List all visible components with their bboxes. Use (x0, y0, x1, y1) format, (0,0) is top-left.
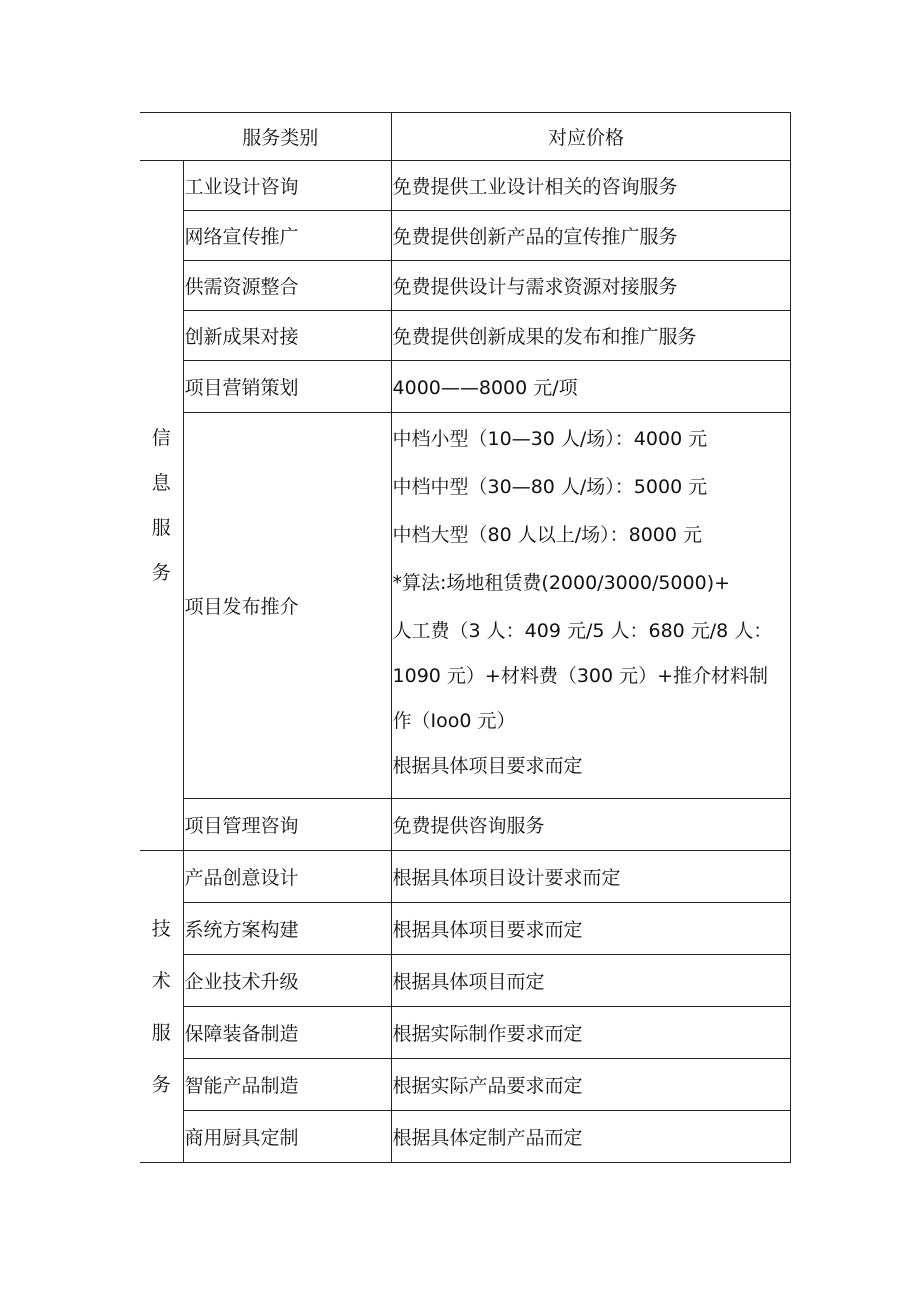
service-price: 根据具体定制产品而定 (391, 1111, 790, 1163)
service-price-table (140, 112, 791, 1163)
service-item: 产品创意设计 (183, 851, 391, 903)
service-item: 工业设计咨询 (183, 161, 391, 211)
table-row (140, 361, 790, 413)
table-row (140, 851, 790, 903)
table-row (140, 413, 790, 799)
table-row (140, 1007, 790, 1059)
price-line: 作（Ioo0 元） (392, 710, 516, 732)
price-line: 人工费（3 人：409 元/5 人：680 元/8 人： (392, 620, 773, 642)
service-item: 供需资源整合 (183, 261, 391, 311)
service-item: 项目管理咨询 (183, 799, 391, 851)
service-price: 根据具体项目而定 (391, 955, 790, 1007)
price-line: 根据具体项目要求而定 (392, 755, 583, 777)
service-item: 项目营销策划 (183, 361, 391, 413)
table-row (140, 955, 790, 1007)
price-line: 中档小型（10—30 人/场）：4000 元 (392, 428, 708, 450)
service-item: 创新成果对接 (183, 311, 391, 361)
service-item: 企业技术升级 (183, 955, 391, 1007)
service-item: 保障装备制造 (183, 1007, 391, 1059)
category-label: 技术服务 (151, 917, 171, 1096)
table-row (140, 211, 790, 261)
service-price: 4000——8000 元/项 (391, 361, 790, 413)
table-row (140, 1059, 790, 1111)
service-item: 商用厨具定制 (183, 1111, 391, 1163)
service-price: 根据实际产品要求而定 (391, 1059, 790, 1111)
table-row (140, 903, 790, 955)
service-price: 根据具体项目设计要求而定 (391, 851, 790, 903)
header-service-category: 服务类别 (140, 113, 391, 161)
table-header-row (140, 113, 790, 161)
category-info-service (140, 161, 183, 851)
service-price: 免费提供创新成果的发布和推广服务 (391, 311, 790, 361)
service-price: 根据具体项目要求而定 (391, 903, 790, 955)
category-tech-service (140, 851, 183, 1163)
price-line: 中档大型（80 人以上/场）：8000 元 (392, 524, 703, 546)
service-item: 系统方案构建 (183, 903, 391, 955)
service-item: 项目发布推介 (183, 413, 391, 799)
service-price: 根据实际制作要求而定 (391, 1007, 790, 1059)
service-price: 免费提供工业设计相关的咨询服务 (391, 161, 790, 211)
service-price: 免费提供设计与需求资源对接服务 (391, 261, 790, 311)
price-line: 1090 元）+材料费（300 元）+推介材料制 (392, 665, 769, 687)
table-row (140, 1111, 790, 1163)
service-price-multiline (391, 413, 790, 799)
service-item: 网络宣传推广 (183, 211, 391, 261)
service-item: 智能产品制造 (183, 1059, 391, 1111)
category-label: 信息服务 (151, 426, 171, 584)
table-row (140, 311, 790, 361)
header-price: 对应价格 (391, 113, 790, 161)
table-row (140, 799, 790, 851)
price-line: 中档中型（30—80 人/场）：5000 元 (392, 476, 708, 498)
service-price: 免费提供咨询服务 (391, 799, 790, 851)
table-row (140, 161, 790, 211)
price-line: *算法:场地租赁费(2000/3000/5000)+ (392, 572, 731, 594)
service-price: 免费提供创新产品的宣传推广服务 (391, 211, 790, 261)
table-row (140, 261, 790, 311)
